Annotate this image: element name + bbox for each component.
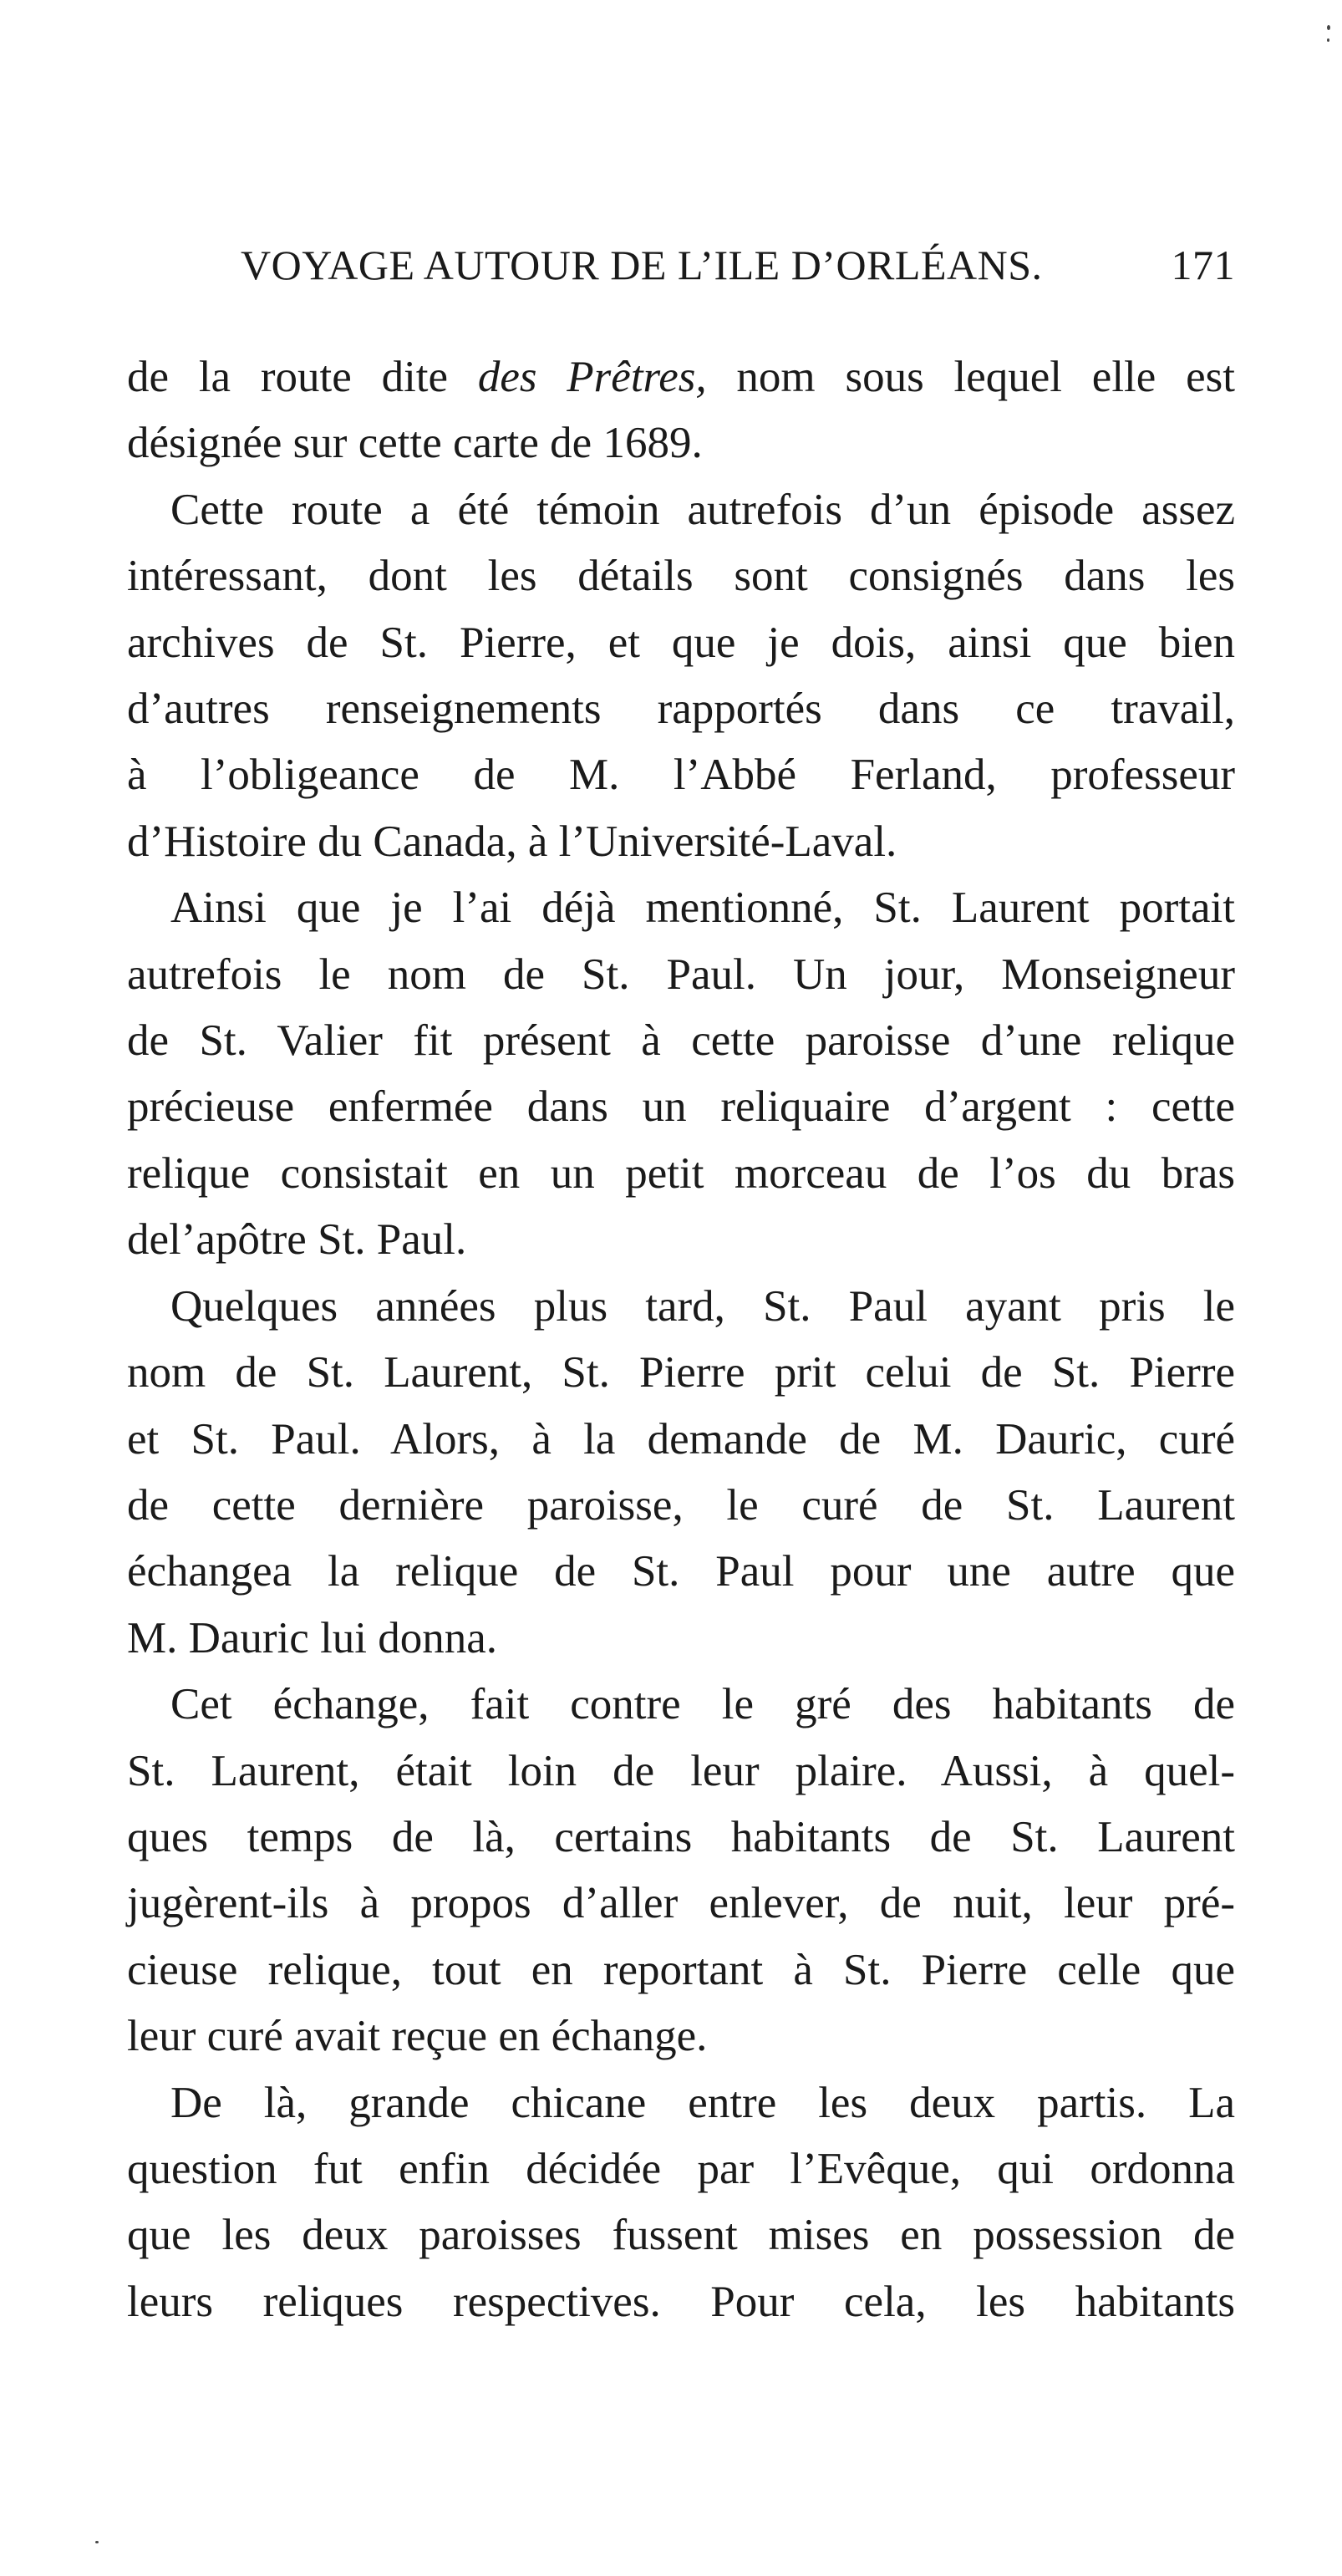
text-line: à l’obligeance de M. l’Abbé Ferland, professeur xyxy=(127,751,1235,800)
text-line: question fut enfin décidée par l’Evêque, qui ordonna xyxy=(127,2144,1235,2193)
text-line: et St. Paul. Alors, à la demande de M. Dauric, curé xyxy=(127,1414,1235,1464)
text-line: leurs reliques respectives. Pour cela, les habitants xyxy=(127,2277,1235,2326)
margin-speck-top-2 xyxy=(1327,38,1329,42)
text-line: Cet échange, fait contre le gré des habitants de xyxy=(170,1680,1235,1729)
text-line: leur curé avait reçue en échange. xyxy=(127,2012,708,2061)
text-line: d’autres renseignements rapportés dans ce travail, xyxy=(127,685,1235,734)
paragraph xyxy=(127,344,1235,477)
text-line xyxy=(127,344,1235,410)
text-line: De là, grande chicane entre les deux partis. La xyxy=(170,2078,1235,2127)
paragraph xyxy=(127,1274,1235,1672)
text-run: nom sous lequel elle est xyxy=(706,353,1235,401)
paragraph xyxy=(127,2070,1235,2336)
running-title: VOYAGE AUTOUR DE L’ILE D’ORLÉANS. xyxy=(241,242,1043,288)
text-line: Ainsi que je l’ai déjà mentionné, St. Laurent portait xyxy=(170,883,1235,933)
text-run: de la route dite xyxy=(127,353,478,401)
running-header xyxy=(241,236,1235,294)
text-line: del’apôtre St. Paul. xyxy=(127,1215,467,1265)
text-line: cieuse relique, tout en reportant à St. Pierre celle que xyxy=(127,1945,1235,1994)
text-line: d’Histoire du Canada, à l’Université-Laval. xyxy=(127,817,897,866)
text-line: échangea la relique de St. Paul pour une autre que xyxy=(127,1547,1235,1596)
body-text xyxy=(127,344,1235,2335)
text-line: relique consistait en un petit morceau de l’os du bras xyxy=(127,1148,1235,1198)
text-line: que les deux paroisses fussent mises en possession de xyxy=(127,2211,1235,2260)
text-line: autrefois le nom de St. Paul. Un jour, Monseigneur xyxy=(127,949,1235,999)
text-line: intéressant, dont les détails sont consignés dans les xyxy=(127,552,1235,601)
margin-speck-bottom xyxy=(95,2541,99,2543)
text-line: St. Laurent, était loin de leur plaire. Aussi, à quel- xyxy=(127,1746,1235,1795)
text-line: jugèrent-ils à propos d’aller enlever, de nuit, leur pré- xyxy=(127,1879,1235,1928)
text-line: Quelques années plus tard, St. Paul ayant pris le xyxy=(170,1281,1235,1331)
text-line: de cette dernière paroisse, le curé de St. Laurent xyxy=(127,1480,1235,1530)
italic-text-run: des Prêtres, xyxy=(477,353,707,401)
paragraph xyxy=(127,1672,1235,2069)
paragraph xyxy=(127,477,1235,875)
text-line: ques temps de là, certains habitants de St. Laurent xyxy=(127,1812,1235,1861)
margin-speck-top xyxy=(1327,25,1330,30)
text-line: nom de St. Laurent, St. Pierre prit celui de St. Pierre xyxy=(127,1348,1235,1397)
text-line: archives de St. Pierre, et que je dois, ainsi que bien xyxy=(127,618,1235,667)
text-line: désignée sur cette carte de 1689. xyxy=(127,419,703,468)
text-line: précieuse enfermée dans un reliquaire d’argent : cette xyxy=(127,1082,1235,1132)
text-line: de St. Valier fit présent à cette paroisse d’une relique xyxy=(127,1016,1235,1066)
page-number: 171 xyxy=(1171,242,1235,288)
text-line: M. Dauric lui donna. xyxy=(127,1613,498,1662)
paragraph xyxy=(127,875,1235,1273)
text-line: Cette route a été témoin autrefois d’un épisode assez xyxy=(170,485,1235,534)
